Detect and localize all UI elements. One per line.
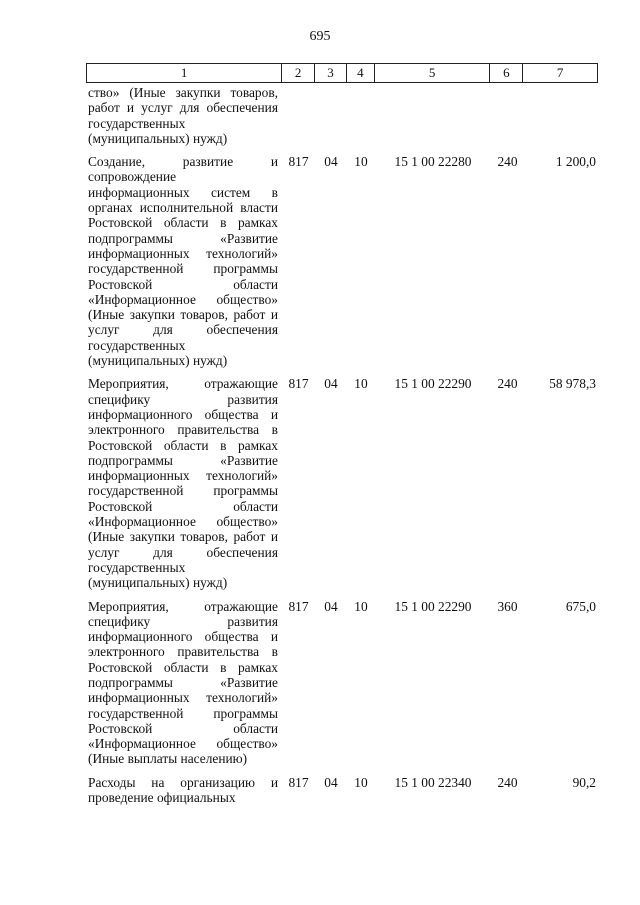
row-ved: 817: [288, 598, 309, 614]
row-vr: 240: [497, 154, 518, 170]
row-description: Создание, развитие и сопровождение информационных систем в органах исполнительной власти Ростовской области в рамках подпрограммы «Развитие информационных технологий» государственной программы Ростовской области «Информационное общество» (Иные закупки товаров, работ и услуг для обеспечения государственных (муниципальных) нужд): [88, 154, 278, 369]
table-row: [86, 376, 598, 590]
header-col-3: 3: [315, 64, 347, 82]
row-sum: 675,0: [565, 598, 596, 614]
header-col-1: 1: [87, 64, 282, 82]
header-col-7: 7: [556, 65, 564, 80]
row-description: Расходы на организацию и проведение официальных: [88, 774, 278, 806]
row-rz: [315, 85, 347, 146]
table-row: [86, 85, 598, 146]
row-vr: 240: [497, 376, 518, 392]
row-pr: 10: [354, 774, 368, 790]
row-sum: 58 978,3: [549, 376, 596, 392]
row-csr: 15 1 00 22290: [394, 598, 472, 614]
row-vr: 240: [497, 774, 518, 790]
row-sum: [524, 85, 598, 146]
budget-table: [86, 63, 598, 805]
table-row: [86, 775, 598, 806]
row-rz: 04: [324, 598, 338, 614]
row-csr: 15 1 00 22290: [394, 376, 472, 392]
row-vr: 360: [497, 598, 518, 614]
header-col-5: 5: [375, 64, 491, 82]
row-pr: 10: [354, 376, 368, 392]
row-ved: 817: [288, 154, 309, 170]
row-sum: 90,2: [572, 774, 596, 790]
row-rz: 04: [324, 376, 338, 392]
row-rz: 04: [324, 774, 338, 790]
row-pr: 10: [354, 154, 368, 170]
row-pr: 10: [354, 598, 368, 614]
header-col-4: 4: [347, 64, 375, 82]
row-vr: [491, 85, 524, 146]
row-csr: [375, 85, 491, 146]
row-ved: 817: [288, 376, 309, 392]
row-pr: [347, 85, 375, 146]
table-row: [86, 599, 598, 767]
row-ved: [282, 85, 315, 146]
row-ved: 817: [288, 774, 309, 790]
row-description: Мероприятия, отражающие специфику развития информационного общества и электронного правительства в Ростовской области в рамках подпрограммы «Развитие информационных технологий» государственной программы Ростовской области «Информационное общество» (Иные выплаты населению): [88, 598, 278, 767]
row-rz: 04: [324, 154, 338, 170]
table-header-row: [86, 63, 598, 83]
header-col-6: 6: [490, 64, 523, 82]
row-csr: 15 1 00 22340: [394, 774, 472, 790]
header-col-2: 2: [282, 64, 315, 82]
table-row: [86, 154, 598, 368]
row-description: ство» (Иные закупки товаров, работ и услуг для обеспечения государственных (муниципальных) нужд): [88, 85, 278, 146]
row-csr: 15 1 00 22280: [394, 154, 472, 170]
row-sum: 1 200,0: [555, 154, 596, 170]
row-description: Мероприятия, отражающие специфику развития информационного общества и электронного правительства в Ростовской области в рамках подпрограммы «Развитие информационных технологий» государственной программы Ростовской области «Информационное общество» (Иные закупки товаров, работ и услуг для обеспечения государственных (муниципальных) нужд): [88, 376, 278, 591]
page-number: 695: [309, 29, 331, 44]
